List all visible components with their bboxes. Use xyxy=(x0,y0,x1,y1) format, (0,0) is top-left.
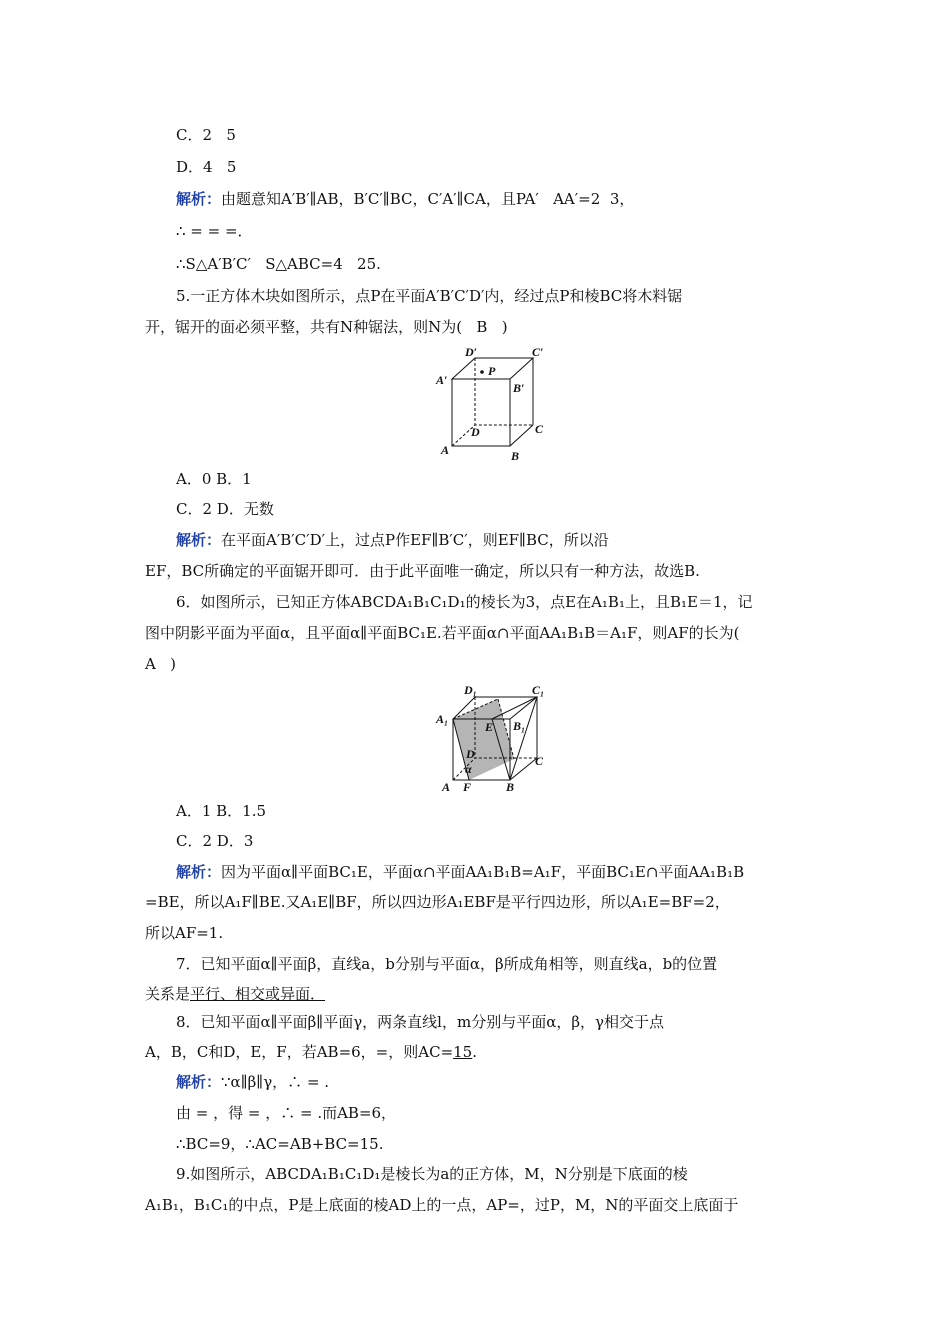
point-p-dot xyxy=(480,370,484,374)
q5-analysis-line-2: EF，BC所确定的平面锯开即可．由于此平面唯一确定，所以只有一种方法，故选B. xyxy=(145,562,700,580)
q8-answer: 15 xyxy=(453,1043,473,1061)
analysis-label: 解析： xyxy=(176,1073,222,1091)
label-a: A xyxy=(442,780,451,794)
q6-options-cd: C．2 D．3 xyxy=(176,832,254,850)
label-d-prime: D′ xyxy=(465,345,478,359)
label-f: F xyxy=(463,780,472,794)
label-d: D xyxy=(471,425,480,439)
question-6-line-3: A ) xyxy=(145,655,176,673)
cube-figure-2 xyxy=(432,683,550,795)
analysis-label: 解析： xyxy=(176,863,222,881)
label-d: D xyxy=(466,747,475,761)
label-alpha: α xyxy=(465,762,472,776)
label-c1: C₁ xyxy=(532,683,545,697)
analysis-label: 解析： xyxy=(176,531,222,549)
q8-analysis-line-3: ∴BC=9，∴AC=AB+BC=15. xyxy=(176,1135,384,1153)
analysis-line-3: ∴S△A′B′C′ S△ABC=4 25. xyxy=(176,255,381,273)
label-a1: A₁ xyxy=(436,712,449,726)
q8-suffix: . xyxy=(472,1043,478,1061)
q5-options-cd: C．2 D．无数 xyxy=(176,500,274,518)
label-b1: B₁ xyxy=(513,719,526,733)
label-b: B xyxy=(511,449,520,463)
analysis-line xyxy=(176,189,841,209)
analysis-text: 因为平面α∥平面BC₁E，平面α∩平面AA₁B₁B=A₁F，平面BC₁E∩平面AA₁B₁B xyxy=(221,863,745,881)
q5-analysis-line xyxy=(176,530,841,550)
q6-analysis-line-2: =BE，所以A₁F∥BE.又A₁E∥BF，所以四边形A₁EBF是平行四边形，所以A₁E=BF=2， xyxy=(145,893,730,911)
question-6-line-2: 图中阴影平面为平面α，且平面α∥平面BC₁E.若平面α∩平面AA₁B₁B＝A₁F，则AF的长为( xyxy=(145,624,740,642)
question-5-line-1: 5.一正方体木块如图所示，点P在平面A′B′C′D′内，经过点P和棱BC将木料锯 xyxy=(176,287,683,305)
q6-options-ab: A．1 B．1.5 xyxy=(176,802,267,820)
analysis-text: 由题意知A′B′∥AB，B′C′∥BC，C′A′∥CA，且PA′ AA′=2 3， xyxy=(221,190,635,208)
label-c-prime: C′ xyxy=(532,345,544,359)
q6-analysis-line xyxy=(176,862,841,882)
analysis-text: ∵α∥β∥γ，∴ = . xyxy=(221,1073,330,1091)
label-p: P xyxy=(488,364,496,378)
q8-prefix: A，B，C和D，E，F，若AB=6，=，则AC= xyxy=(145,1043,454,1061)
q7-prefix: 关系是 xyxy=(145,985,191,1003)
label-a-prime: A′ xyxy=(436,373,448,387)
question-9-line-1: 9.如图所示，ABCDA₁B₁C₁D₁是棱长为a的正方体，M，N分别是下底面的棱 xyxy=(176,1165,688,1183)
shaded-plane-alpha xyxy=(453,699,514,780)
q8-analysis-line xyxy=(176,1072,841,1092)
question-5-line-2: 开，锯开的面必须平整，共有N种锯法，则N为( B ) xyxy=(145,318,508,336)
question-9-line-2: A₁B₁，B₁C₁的中点，P是上底面的棱AD上的一点，AP=，过P，M，N的平面交上底面于 xyxy=(145,1196,739,1214)
question-8-line-2 xyxy=(145,1042,810,1062)
q6-analysis-line-3: 所以AF=1. xyxy=(145,924,224,942)
option-c-line: C．2 5 xyxy=(176,126,236,144)
option-d-line: D．4 5 xyxy=(176,158,237,176)
q8-analysis-line-2: 由 = ，得 = ，∴ = .而AB=6， xyxy=(176,1104,397,1122)
analysis-text: 在平面A′B′C′D′上，过点P作EF∥B′C′，则EF∥BC，所以沿 xyxy=(221,531,609,549)
label-e: E xyxy=(485,720,494,734)
question-6-line-1: 6．如图所示，已知正方体ABCDA₁B₁C₁D₁的棱长为3，点E在A₁B₁上，且B₁E＝1，记 xyxy=(176,593,753,611)
label-d1: D₁ xyxy=(464,683,477,697)
q7-answer: 平行、相交或异面． xyxy=(190,985,326,1003)
cube-figure-1 xyxy=(432,344,550,464)
q5-options-ab: A．0 B．1 xyxy=(176,470,252,488)
question-7-line-2 xyxy=(145,984,810,1004)
label-a: A xyxy=(441,443,450,457)
question-8-line-1: 8．已知平面α∥平面β∥平面γ，两条直线l，m分别与平面α，β，γ相交于点 xyxy=(176,1013,664,1031)
question-7-line-1: 7．已知平面α∥平面β，直线a，b分别与平面α，β所成角相等，则直线a，b的位置 xyxy=(176,955,718,973)
label-b: B xyxy=(506,780,515,794)
analysis-label: 解析： xyxy=(176,190,222,208)
label-c: C xyxy=(535,422,544,436)
label-b-prime: B′ xyxy=(513,381,525,395)
label-c: C xyxy=(535,754,544,768)
analysis-line-2: ∴ = = =． xyxy=(176,222,253,240)
